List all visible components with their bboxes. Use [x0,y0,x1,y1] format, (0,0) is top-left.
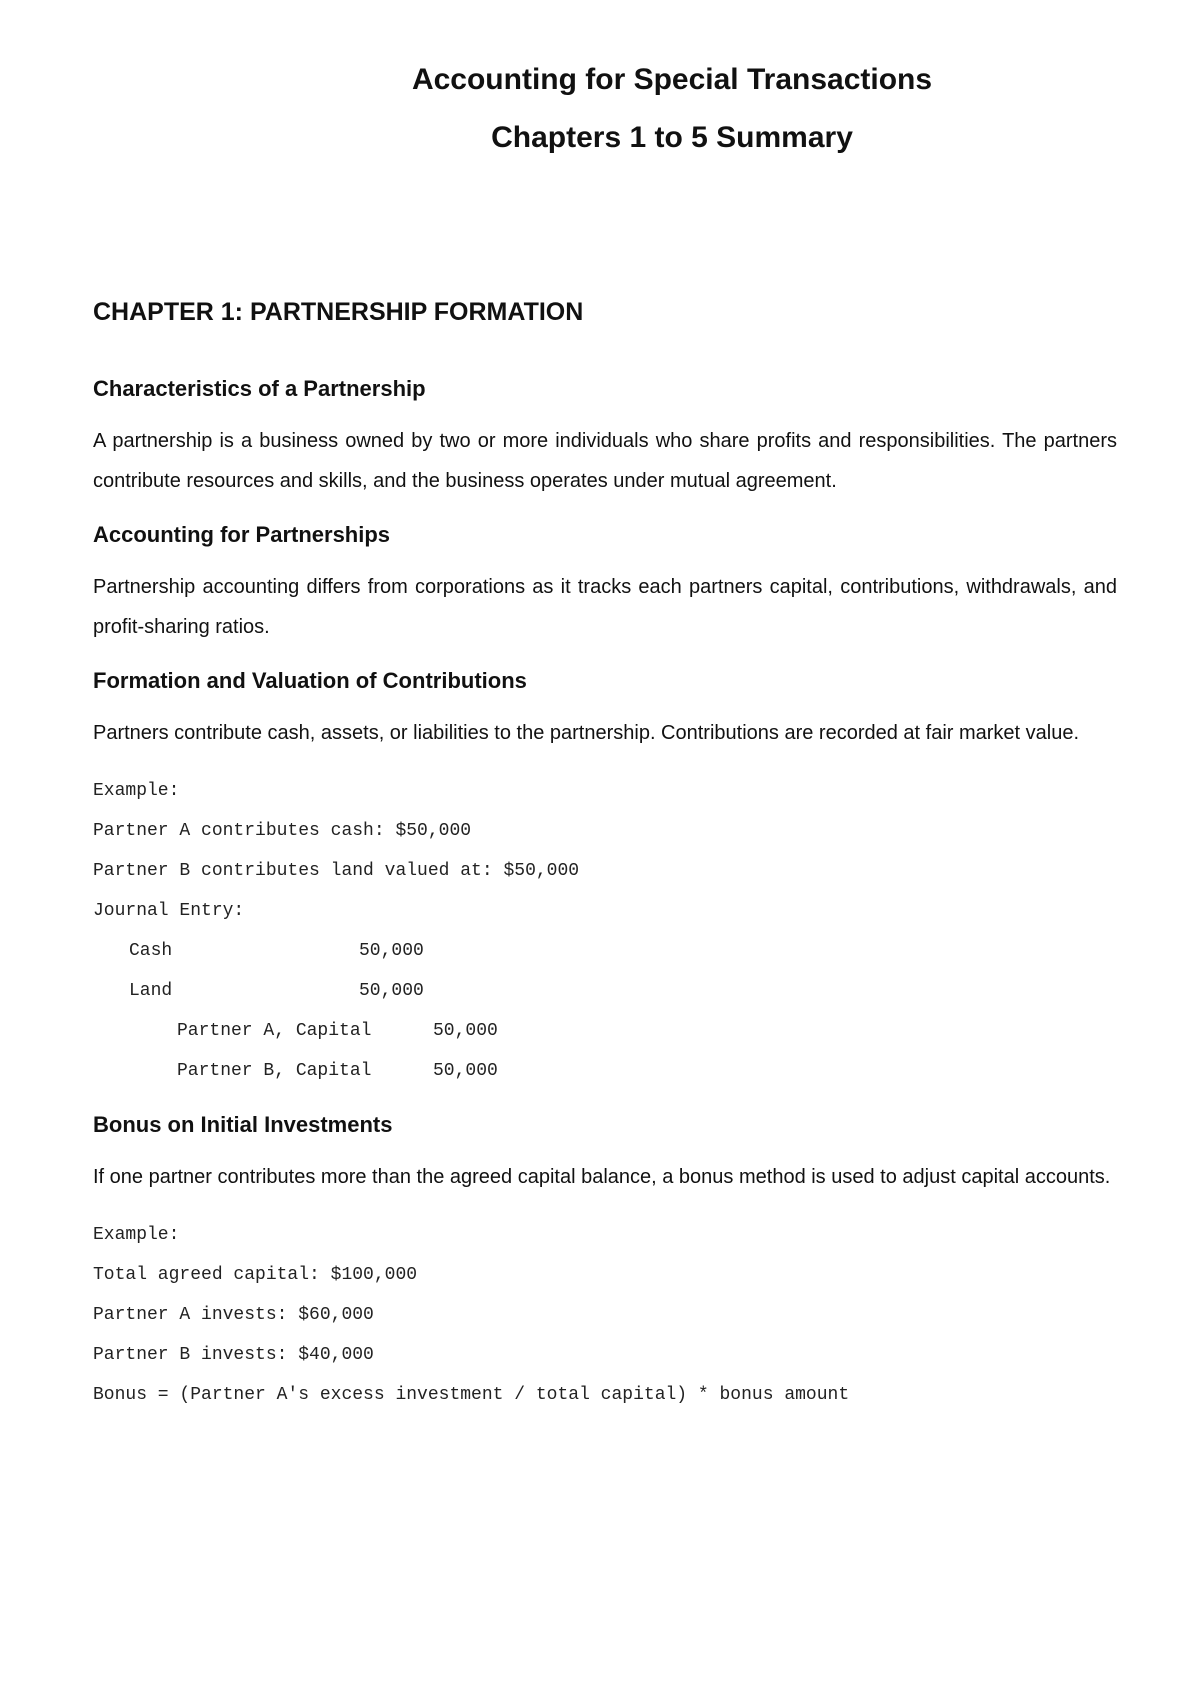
paragraph-bonus: If one partner contributes more than the agreed capital balance, a bonus method is used to adjust capital accounts. [93,1166,1111,1188]
section-heading-bonus: Bonus on Initial Investments [93,1112,393,1137]
journal-credit-row [93,1011,1117,1051]
journal-account: Partner B, Capital [177,1061,372,1081]
journal-debit-row [93,931,1117,971]
example-formation [93,771,1117,1091]
title-block [0,62,1200,156]
section-heading-characteristics: Characteristics of a Partnership [93,376,426,401]
journal-amount: 50,000 [359,981,424,1001]
example-label: Example: [93,781,180,801]
example-bonus [93,1215,1117,1415]
example-line: Partner A invests: $60,000 [93,1305,374,1325]
document-title: Accounting for Special Transactions [411,63,933,96]
journal-debit-row [93,971,1117,1011]
paragraph-characteristics: A partnership is a business owned by two or more individuals who share profits and responsibilities. The partners contribute resources and skills, and the business operates under mutual agreement. [93,430,1117,492]
example-line: Bonus = (Partner A's excess investment / total capital) * bonus amount [93,1385,850,1405]
journal-account: Partner A, Capital [177,1021,372,1041]
journal-account: Cash [129,941,173,961]
example-line: Partner B invests: $40,000 [93,1345,374,1365]
example-label: Example: [93,1225,180,1245]
journal-account: Land [129,981,173,1001]
document-subtitle: Chapters 1 to 5 Summary [491,121,853,154]
chapter-heading: CHAPTER 1: PARTNERSHIP FORMATION [93,298,584,326]
section-heading-formation: Formation and Valuation of Contributions [93,668,527,693]
example-line: Partner A contributes cash: $50,000 [93,821,472,841]
section-heading-accounting: Accounting for Partnerships [93,522,391,547]
document-body [93,296,1117,1415]
journal-amount: 50,000 [359,941,424,961]
example-line: Partner B contributes land valued at: $50,000 [93,861,580,881]
journal-credit-row [93,1051,1117,1091]
journal-amount: 50,000 [433,1021,498,1041]
paragraph-formation: Partners contribute cash, assets, or liabilities to the partnership. Contributions are recorded at fair market value. [93,722,1080,744]
journal-entry-label: Journal Entry: [93,901,245,921]
journal-amount: 50,000 [433,1061,498,1081]
example-line: Total agreed capital: $100,000 [93,1265,418,1285]
paragraph-accounting: Partnership accounting differs from corporations as it tracks each partners capital, contributions, withdrawals, and profit-sharing ratios. [93,576,1117,638]
